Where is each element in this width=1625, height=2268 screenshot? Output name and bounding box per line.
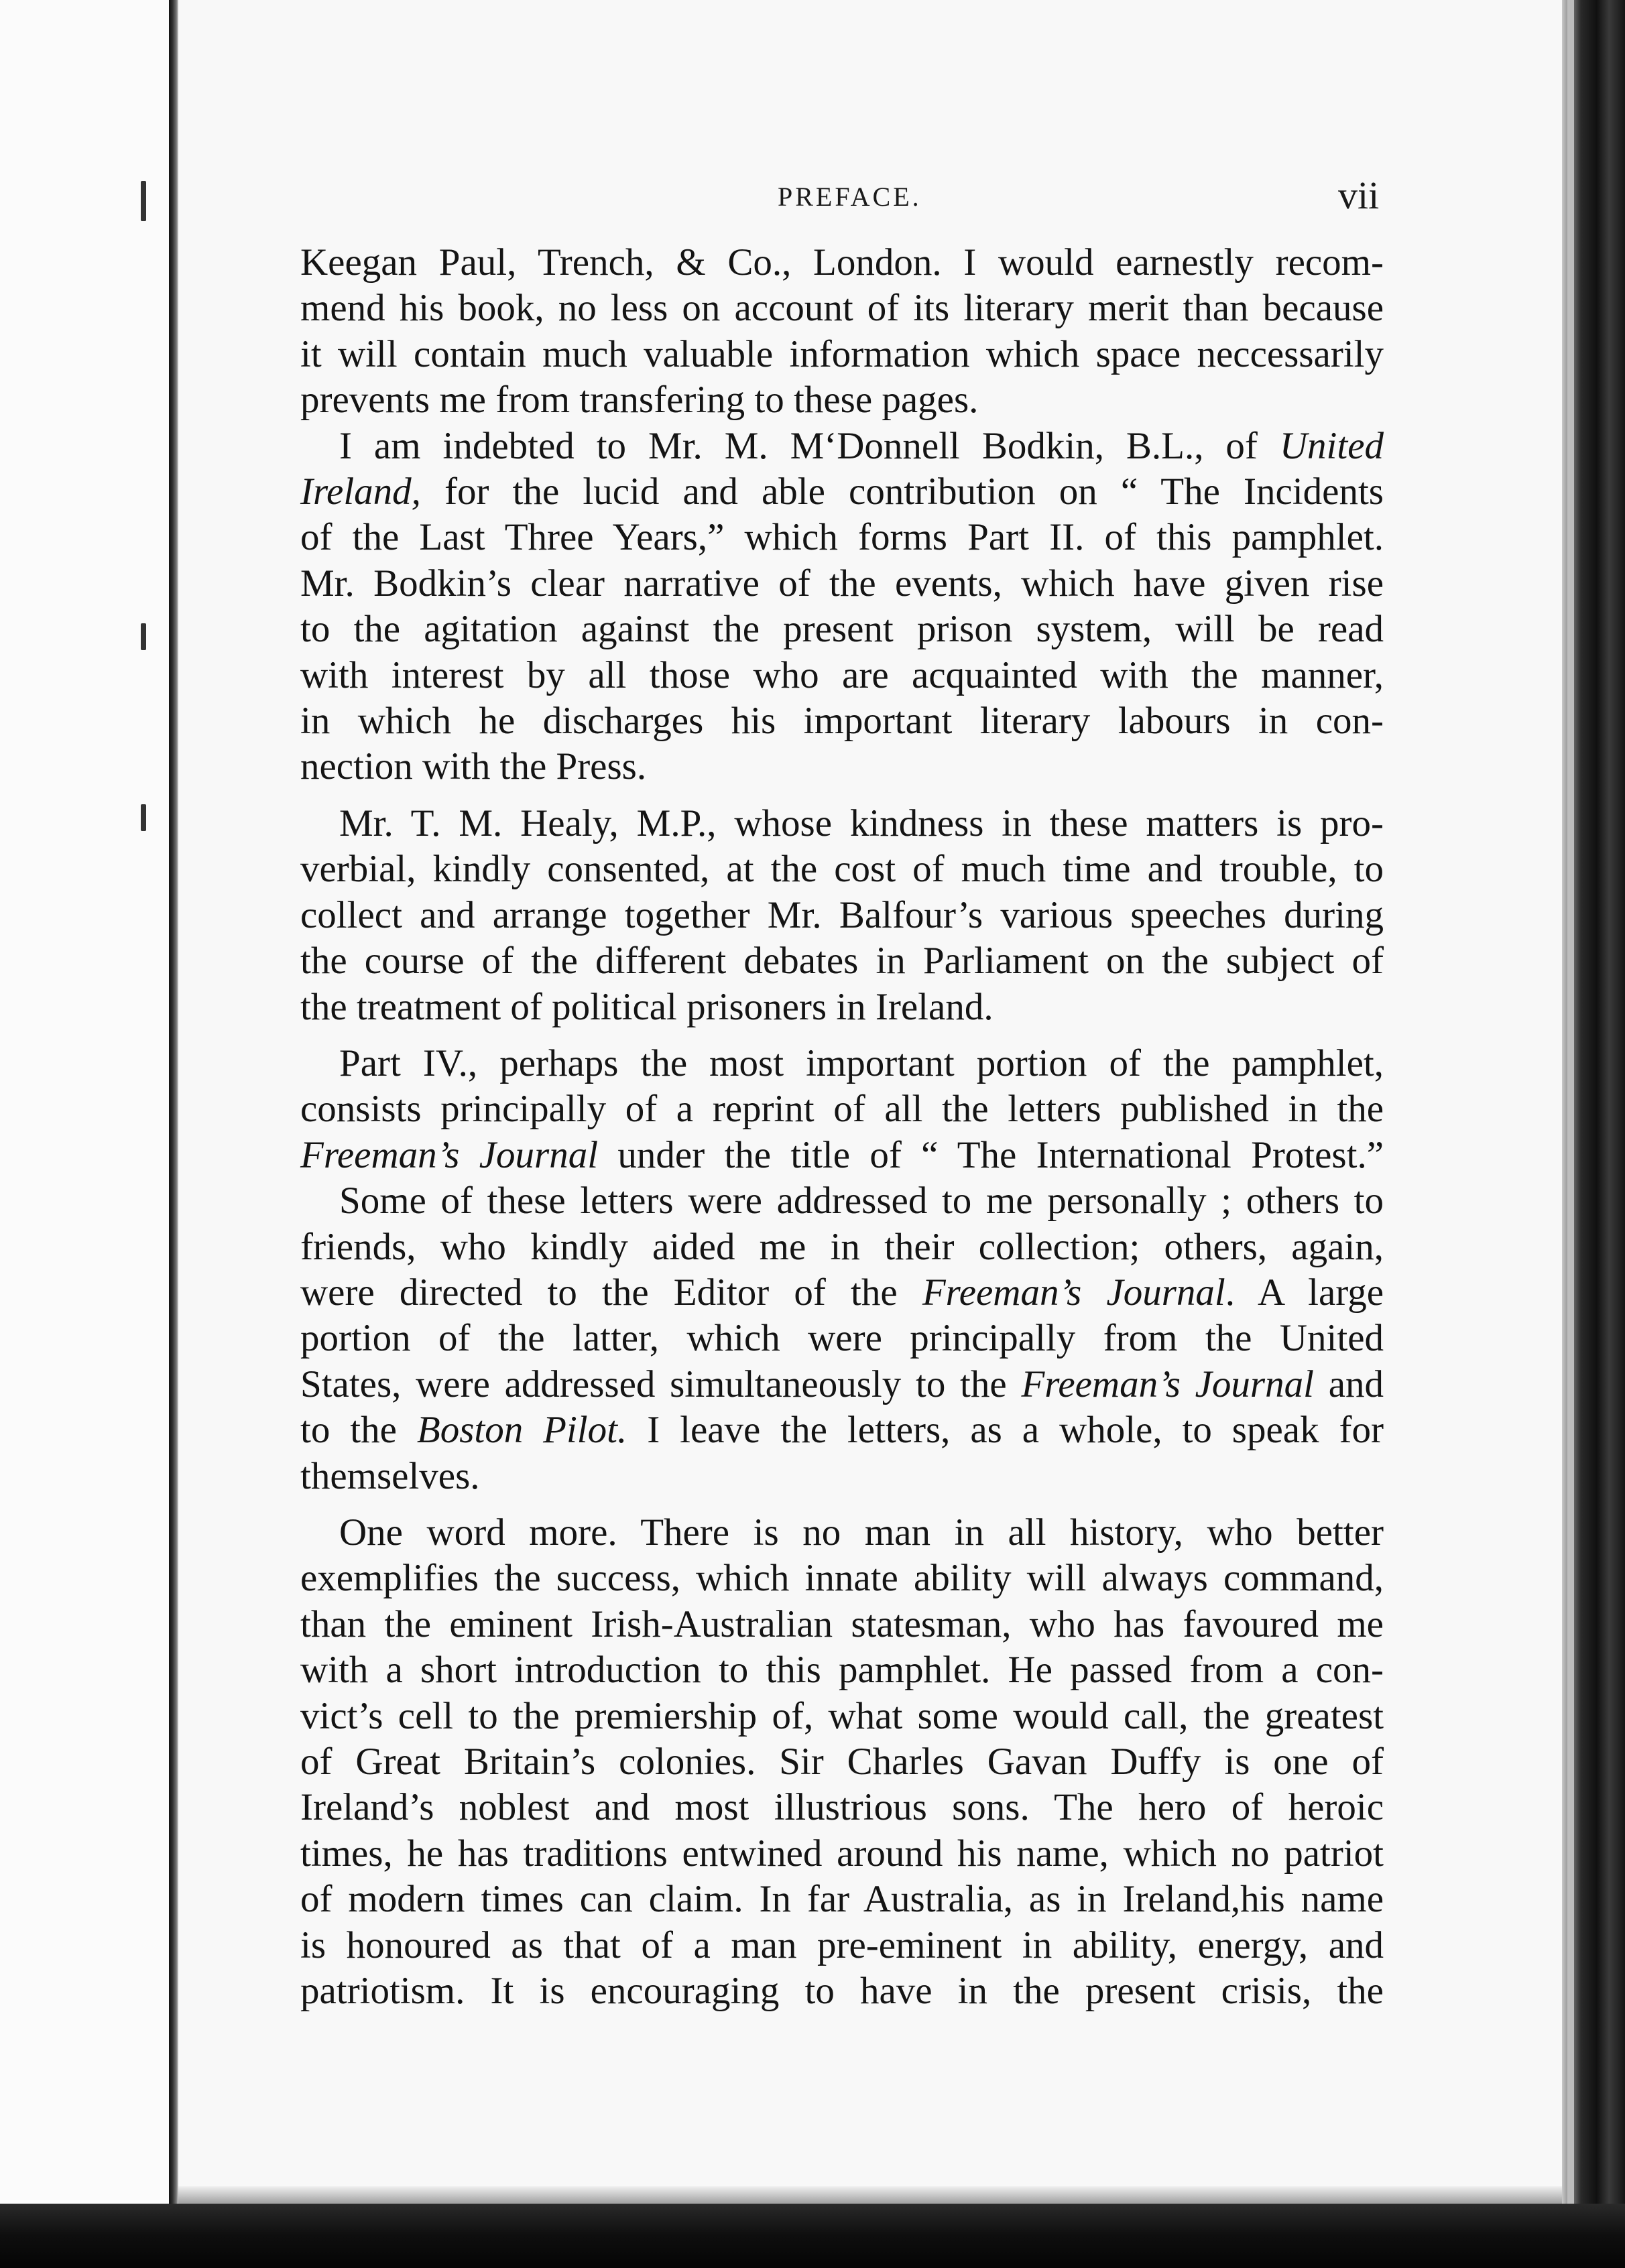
text-line: than the eminent Irish-Australian statesman, who has favoured me (300, 1602, 1384, 1645)
text-line: patriotism. It is encouraging to have in the present crisis, the (300, 1970, 1384, 2013)
page-bottom-edge (178, 2186, 1562, 2205)
text-line: exemplifies the success, which innate ability will always command, (300, 1557, 1384, 1600)
running-head: PREFACE. (778, 182, 922, 212)
text-line: consists principally of a reprint of all the letters published in the (300, 1088, 1384, 1131)
text-line: vict’s cell to the premiership of, what some would call, the greatest (300, 1694, 1384, 1737)
margin-mark (141, 181, 146, 221)
text-line: in which he discharges his important literary labours in con- (300, 700, 1384, 743)
text-line: prevents me from transfering to these pages. (300, 379, 979, 422)
scan-bottom-band (0, 2204, 1625, 2268)
text-line: times, he has traditions entwined around his name, which no patriot (300, 1832, 1384, 1875)
text-line: were directed to the Editor of the Freeman’s Journal. A large (300, 1271, 1384, 1314)
text-line: Freeman’s Journal under the title of “ The International Protest.” (300, 1133, 1384, 1176)
text-line: friends, who kindly aided me in their collection; others, again, (300, 1225, 1384, 1268)
left-page-margin (0, 0, 174, 2268)
binding-gutter (169, 0, 178, 2268)
margin-mark (141, 623, 146, 650)
text-line: to the Boston Pilot. I leave the letters, as a whole, to speak for (300, 1409, 1384, 1452)
paragraph (300, 424, 1384, 790)
text-line: Keegan Paul, Trench, & Co., London. I would earnestly recom- (300, 241, 1384, 284)
text-line: to the agitation against the present prison system, will be read (300, 608, 1384, 651)
text-line: it will contain much valuable information which space neccessarily (300, 332, 1384, 375)
text-line: States, were addressed simultaneously to the Freeman’s Journal and (300, 1363, 1384, 1405)
text-line: of Great Britain’s colonies. Sir Charles Gavan Duffy is one of (300, 1741, 1384, 1783)
text-line: nection with the Press. (300, 745, 647, 788)
text-line: Ireland, for the lucid and able contribution on “ The Incidents (300, 470, 1384, 513)
text-line: of the Last Three Years,” which forms Part II. of this pamphlet. (300, 516, 1384, 559)
margin-mark (141, 804, 146, 831)
text-line: Ireland’s noblest and most illustrious sons. The hero of heroic (300, 1786, 1384, 1829)
paragraph (300, 1178, 1384, 1499)
text-line: Part IV., perhaps the most important portion of the pamphlet, (339, 1042, 1384, 1084)
text-line: Mr. Bodkin’s clear narrative of the events, which have given rise (300, 562, 1384, 605)
paragraph (300, 240, 1384, 424)
text-line: is honoured as that of a man pre-eminent in ability, energy, and (300, 1924, 1384, 1966)
paragraph (300, 801, 1384, 1030)
body-text (300, 240, 1384, 2014)
text-line: Some of these letters were addressed to me personally ; others to (339, 1180, 1384, 1222)
page-number: vii (1338, 174, 1380, 217)
text-line: One word more. There is no man in all history, who better (339, 1511, 1384, 1554)
text-line: collect and arrange together Mr. Balfour’s various speeches during (300, 893, 1384, 936)
book-right-edge-highlight (1567, 0, 1574, 2212)
text-line: the course of the different debates in Parliament on the subject of (300, 940, 1384, 983)
text-line: themselves. (300, 1454, 480, 1497)
text-line: of modern times can claim. In far Australia, as in Ireland,his name (300, 1878, 1384, 1921)
text-line: Mr. T. M. Healy, M.P., whose kindness in these matters is pro- (339, 802, 1384, 844)
text-line: I am indebted to Mr. M. M‘Donnell Bodkin, B.L., of United (339, 424, 1384, 467)
text-line: mend his book, no less on account of its literary merit than because (300, 287, 1384, 330)
paragraph (300, 1510, 1384, 2014)
text-line: portion of the latter, which were principally from the United (300, 1317, 1384, 1360)
text-line: with interest by all those who are acquainted with the manner, (300, 653, 1384, 696)
text-line: the treatment of political prisoners in Ireland. (300, 985, 994, 1028)
text-line: verbial, kindly consented, at the cost of much time and trouble, to (300, 848, 1384, 891)
paragraph (300, 1041, 1384, 1178)
text-line: with a short introduction to this pamphlet. He passed from a con- (300, 1649, 1384, 1692)
